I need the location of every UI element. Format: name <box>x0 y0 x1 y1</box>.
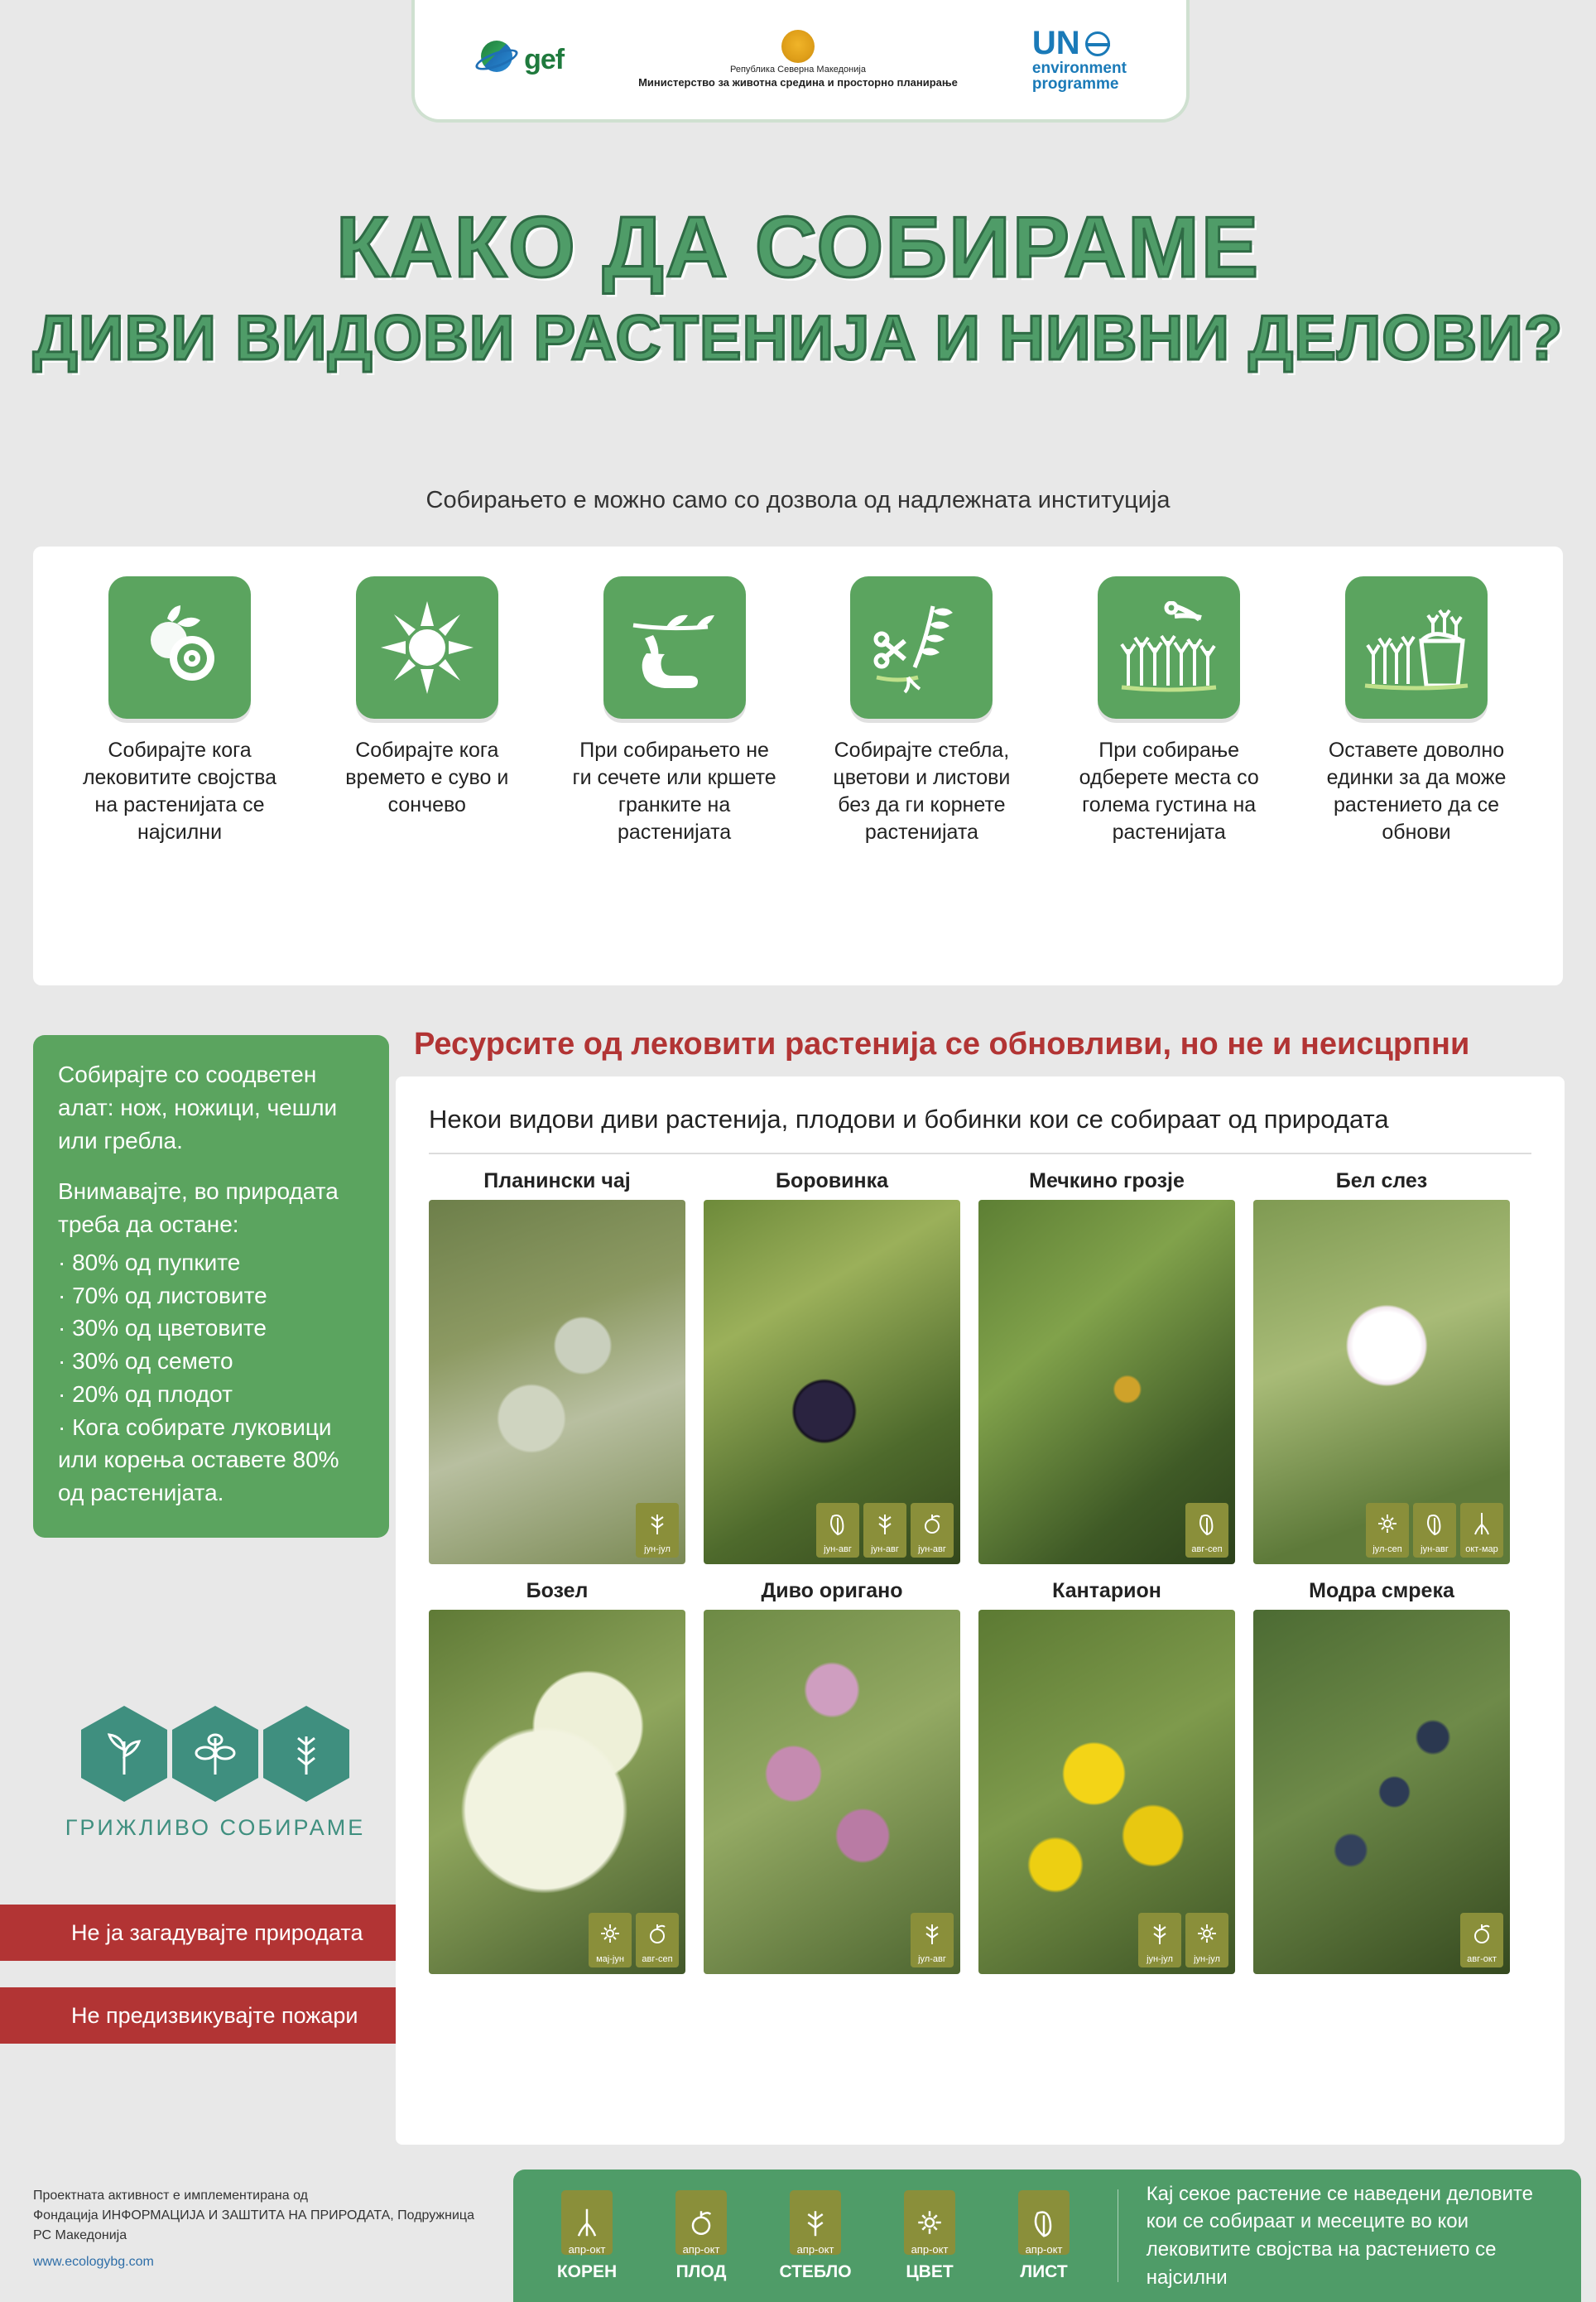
plant-tags <box>1460 1913 1503 1967</box>
brand-label: ГРИЖЛИВО СОБИРАМЕ <box>65 1815 366 1840</box>
unep-programme: programme <box>1031 75 1119 94</box>
guideline-intro: Внимавајте, во природата треба да остане: <box>58 1178 339 1237</box>
legend-months: апр-окт <box>796 2242 834 2256</box>
legend-label: ПЛОД <box>675 2261 727 2281</box>
legend-item-leaf <box>998 2190 1089 2282</box>
footer <box>33 2186 480 2272</box>
unep-un: UN <box>1031 25 1080 62</box>
brand-mark <box>62 1706 368 1841</box>
rules-panel <box>33 547 1563 985</box>
legend-description: Кај секое растение се наведени деловите кои се собираат и месеците во кои лековитите својства на растението се најсилни <box>1146 2182 1533 2289</box>
guideline-item: · 20% од плодот <box>58 1380 233 1407</box>
logo-bar <box>411 0 1190 123</box>
legend-label: ЛИСТ <box>1020 2261 1068 2281</box>
legend-months: апр-окт <box>568 2242 606 2256</box>
legend-months: апр-окт <box>682 2242 720 2256</box>
berries-icon <box>108 576 251 719</box>
plant-card <box>704 1579 960 1974</box>
plant-name: Диво оригано <box>761 1579 903 1602</box>
ministry-logo <box>638 30 958 89</box>
warning-bar-pollution: Не ја загадувајте природата <box>0 1905 439 1961</box>
warning-bar-fire: Не предизвикувајте пожари <box>0 1987 439 2044</box>
unep-environment: environment <box>1031 60 1127 78</box>
plants-grid <box>429 1169 1531 1974</box>
ministry-name: Министерство за животна средина и просторно планирање <box>638 75 958 89</box>
scissors-stem-icon <box>850 576 993 719</box>
plant-name: Мечкино грозје <box>1029 1169 1185 1192</box>
plant-name: Планински чај <box>483 1169 631 1192</box>
plant-name: Бозел <box>526 1579 589 1602</box>
leaf-icon <box>1185 1503 1228 1558</box>
legend-item-flower <box>884 2190 975 2282</box>
plant-name: Боровинка <box>775 1169 889 1192</box>
plant-photo <box>978 1610 1235 1974</box>
guideline-item: · 70% од листовите <box>58 1282 267 1308</box>
tag-months: авг-сеп <box>642 1954 673 1964</box>
title-line-1: КАКО ДА СОБИРАМЕ <box>335 200 1261 296</box>
footer-line-1: Проектната активност е имплементирана од <box>33 2189 308 2203</box>
footer-line-2: Фондација ИНФОРМАЦИЈА И ЗАШТИТА НА ПРИРОДАТА, Подружница РС Македонија <box>33 2208 474 2242</box>
stem-icon <box>863 1503 906 1558</box>
plant-tags <box>636 1503 679 1558</box>
rule-text: При собирање одберете места со голема густина на растенијата <box>1079 739 1259 844</box>
stem-icon <box>636 1503 679 1558</box>
rule-text: Оставете доволно единки за да може растението да се обнови <box>1326 739 1507 844</box>
legend-item-stem <box>770 2190 861 2282</box>
tag-months: авг-окт <box>1467 1954 1497 1964</box>
rule-item <box>1313 576 1520 956</box>
gef-logo <box>474 37 564 82</box>
leaf-icon <box>1413 1503 1456 1558</box>
tag-months: јун-авг <box>824 1544 852 1554</box>
gef-globe-icon <box>474 37 519 82</box>
unep-logo <box>1032 26 1127 93</box>
flower-icon <box>1366 1503 1409 1558</box>
plants-panel <box>396 1076 1565 2145</box>
plants-heading: Некои видови диви растенија, плодови и бобинки кои се собираат од природата <box>429 1105 1531 1154</box>
tag-months: јул-авг <box>918 1954 946 1964</box>
plant-tags <box>816 1503 954 1558</box>
coat-of-arms-icon <box>781 30 815 63</box>
tag-months: јун-јул <box>1194 1954 1220 1964</box>
title-line-2: ДИВИ ВИДОВИ РАСТЕНИЈА И НИВНИ ДЕЛОВИ? <box>32 303 1564 373</box>
stem-icon <box>1138 1913 1181 1967</box>
guideline-item: · 80% од пупките <box>58 1249 241 1275</box>
gef-label: gef <box>524 43 565 75</box>
rule-item <box>571 576 778 956</box>
flower-icon <box>589 1913 632 1967</box>
legend-label: КОРЕН <box>556 2261 618 2281</box>
plant-card <box>978 1579 1235 1974</box>
plant-card <box>978 1169 1235 1564</box>
tag-months: јун-јул <box>1147 1954 1173 1964</box>
collection-guidelines-box <box>33 1035 389 1538</box>
guideline-item: · Кога собирате луковици или корења оставете 80% од растенијата. <box>58 1413 339 1505</box>
legend-label: ЦВЕТ <box>906 2261 954 2281</box>
plant-tags <box>1138 1913 1228 1967</box>
plant-photo <box>1253 1200 1510 1564</box>
tag-months: јун-авг <box>1421 1544 1449 1554</box>
plant-tags <box>589 1913 679 1967</box>
plant-card <box>1253 1579 1510 1974</box>
plant-photo <box>978 1200 1235 1564</box>
herb-hex-icon-1 <box>81 1706 167 1802</box>
plant-photo <box>429 1200 685 1564</box>
pruner-dense-icon <box>1098 576 1240 719</box>
plant-photo <box>1253 1610 1510 1974</box>
herb-hex-icon-2 <box>172 1706 258 1802</box>
tag-months: окт-мар <box>1465 1544 1498 1554</box>
rule-item <box>1065 576 1272 956</box>
page-subtitle: Собирањето е можно само со дозвола од надлежната институција <box>425 487 1171 513</box>
plant-card <box>1253 1169 1510 1564</box>
fruit-icon <box>636 1913 679 1967</box>
tag-months: јун-јул <box>644 1544 671 1554</box>
rule-item <box>324 576 531 956</box>
plant-photo <box>429 1610 685 1974</box>
plant-card <box>704 1169 960 1564</box>
ministry-country: Република Северна Македонија <box>730 65 866 75</box>
tag-months: јун-авг <box>918 1544 946 1554</box>
plant-photo <box>704 1200 960 1564</box>
legend-months: апр-окт <box>911 2242 949 2256</box>
rule-item <box>818 576 1025 956</box>
tag-months: авг-сеп <box>1191 1544 1223 1554</box>
tag-months: јул-сеп <box>1372 1544 1402 1554</box>
plant-tags <box>1185 1503 1228 1558</box>
fruit-icon <box>1460 1913 1503 1967</box>
page-title <box>0 199 1596 374</box>
rule-text: При собирањето не ги сечете или кршете гранките на растенијата <box>572 739 776 844</box>
guideline-item: · 30% од семето <box>58 1348 233 1374</box>
root-icon <box>1460 1503 1503 1558</box>
legend-panel <box>513 2170 1581 2302</box>
resources-heading: Ресурсите од лековити растенија се обновливи, но не и неисцрпни <box>414 1027 1470 1062</box>
sun-icon <box>356 576 498 719</box>
footer-website[interactable]: www.ecologybg.com <box>33 2255 154 2269</box>
rule-text: Собирајте кога времето е суво и сончево <box>345 739 509 816</box>
plant-card <box>429 1169 685 1564</box>
guideline-tools: Собирајте со соодветен алат: нож, ножици, чешли или гребла. <box>58 1062 338 1153</box>
fruit-icon <box>911 1503 954 1558</box>
rule-text: Собирајте стебла, цветови и листови без да ги корнете растенијата <box>833 739 1011 844</box>
bag-plants-icon <box>1345 576 1488 719</box>
rule-text: Собирајте кога лековитите својства на растенијата се најсилни <box>82 739 277 844</box>
legend-item-fruit <box>656 2190 747 2282</box>
leaf-icon <box>816 1503 859 1558</box>
guideline-item: · 30% од цветовите <box>58 1315 267 1341</box>
plant-name: Модра смрека <box>1309 1579 1454 1602</box>
flower-icon <box>1185 1913 1228 1967</box>
legend-item-root <box>541 2190 632 2282</box>
plant-name: Бел слез <box>1335 1169 1428 1192</box>
plant-tags <box>1366 1503 1503 1558</box>
tag-months: јун-авг <box>871 1544 899 1554</box>
plant-photo <box>704 1610 960 1974</box>
rule-item <box>76 576 283 956</box>
plant-card <box>429 1579 685 1974</box>
tag-months: мај-јун <box>596 1954 624 1964</box>
legend-months: апр-окт <box>1025 2242 1063 2256</box>
unep-globe-icon <box>1085 31 1110 56</box>
legend-items <box>541 2190 1089 2282</box>
herb-hex-icon-3 <box>263 1706 349 1802</box>
stem-icon <box>911 1913 954 1967</box>
plant-tags <box>911 1913 954 1967</box>
hand-branch-icon <box>603 576 746 719</box>
legend-label: СТЕБЛО <box>779 2261 852 2281</box>
plant-name: Кантарион <box>1052 1579 1161 1602</box>
